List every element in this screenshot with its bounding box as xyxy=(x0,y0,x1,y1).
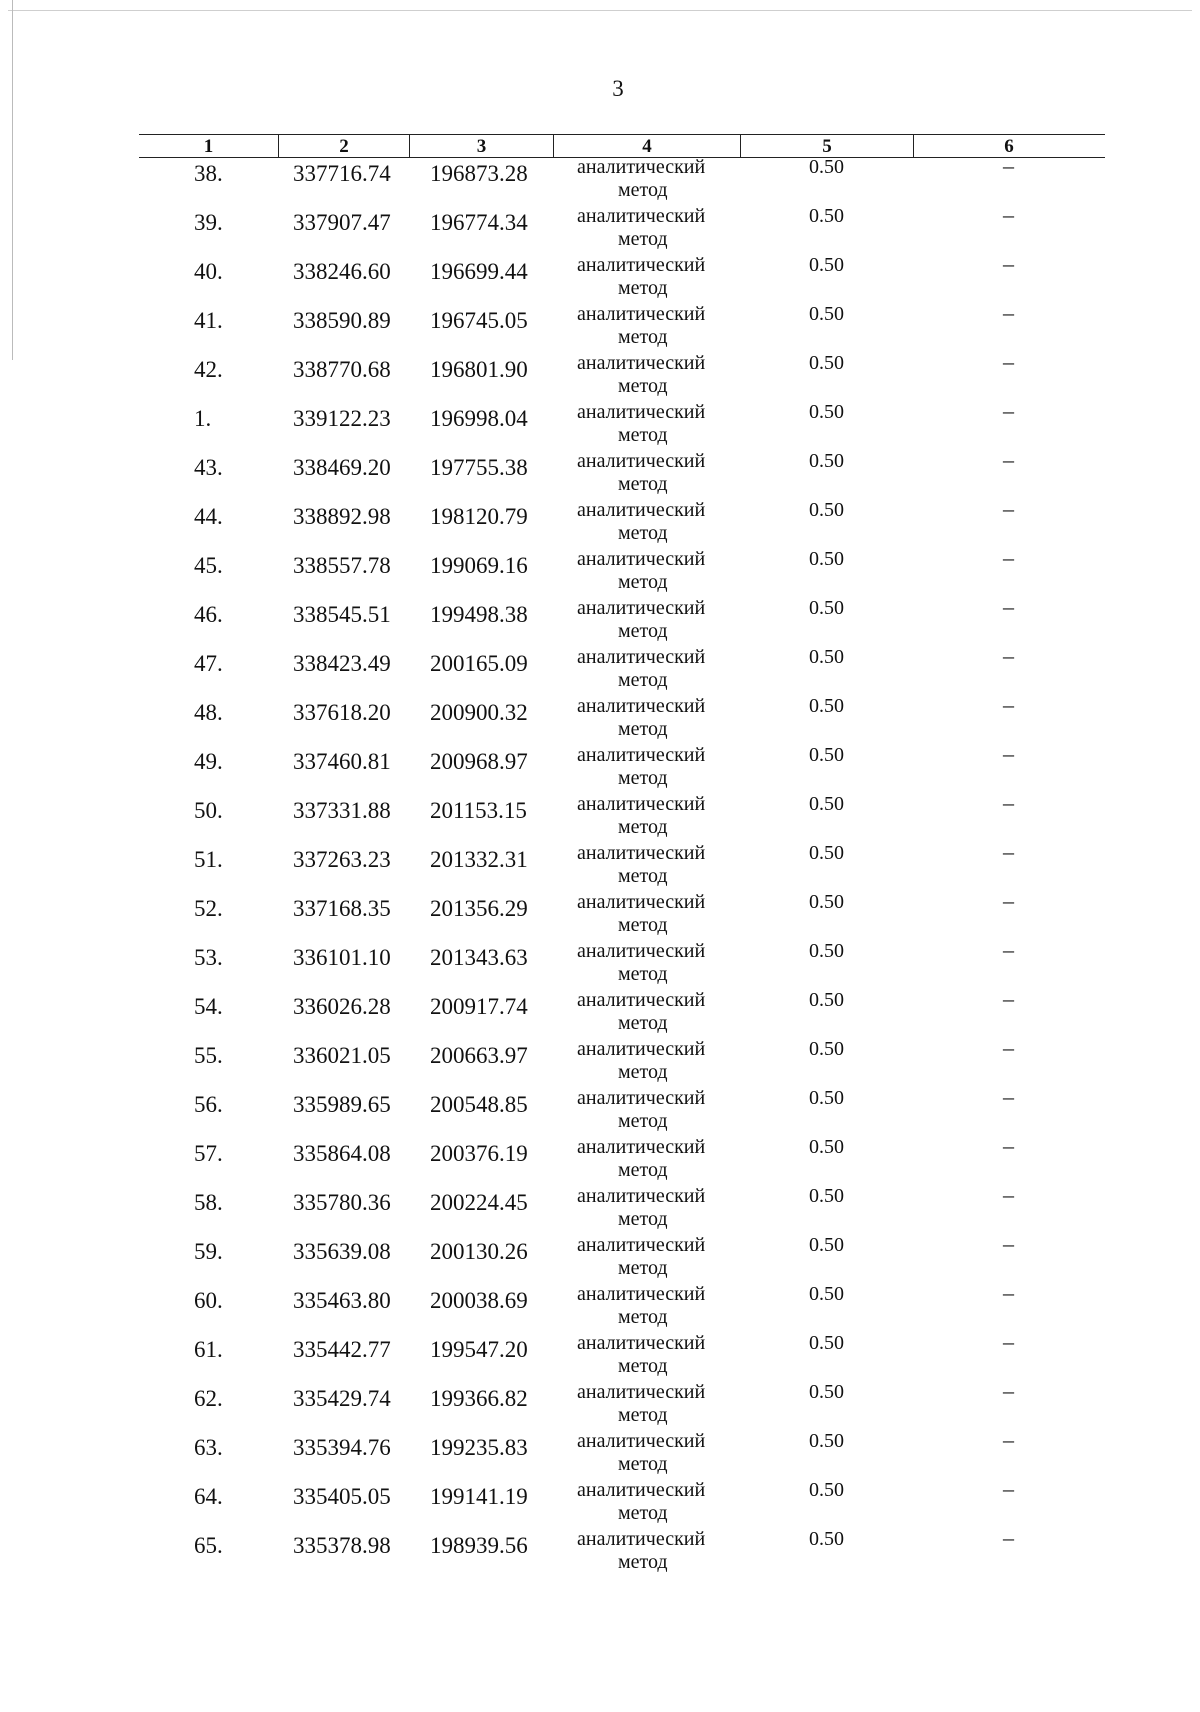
accuracy-value: 0.50 xyxy=(809,940,844,962)
x-coordinate: 337618.20 xyxy=(293,700,391,725)
column-header: 3 xyxy=(410,135,554,157)
x-coordinate: 338545.51 xyxy=(293,602,391,627)
note-value: – xyxy=(1003,1427,1014,1452)
method-label: метод xyxy=(618,1551,668,1573)
y-coordinate: 201153.15 xyxy=(430,798,527,823)
method-label: метод xyxy=(618,1208,668,1230)
point-number: 40. xyxy=(194,259,223,284)
sheet-edge-line xyxy=(12,0,13,360)
point-number: 58. xyxy=(194,1190,223,1215)
point-number: 61. xyxy=(194,1337,223,1362)
x-coordinate: 335394.76 xyxy=(293,1435,391,1460)
note-value: – xyxy=(1003,1280,1014,1305)
accuracy-value: 0.50 xyxy=(809,1038,844,1060)
table-row xyxy=(139,349,1105,404)
accuracy-value: 0.50 xyxy=(809,1283,844,1305)
note-value: – xyxy=(1003,888,1014,913)
note-value: – xyxy=(1003,202,1014,227)
method-label: метод xyxy=(618,277,668,299)
x-coordinate: 336101.10 xyxy=(293,945,391,970)
method-label: аналитический xyxy=(577,597,706,619)
accuracy-value: 0.50 xyxy=(809,842,844,864)
method-label: аналитический xyxy=(577,1332,706,1354)
note-value: – xyxy=(1003,1378,1014,1403)
method-label: метод xyxy=(618,718,668,740)
note-value: – xyxy=(1003,1084,1014,1109)
table-row xyxy=(139,1427,1105,1482)
x-coordinate: 335463.80 xyxy=(293,1288,391,1313)
point-number: 44. xyxy=(194,504,223,529)
method-label: аналитический xyxy=(577,303,706,325)
note-value: – xyxy=(1003,1182,1014,1207)
table-row xyxy=(139,398,1105,453)
point-number: 43. xyxy=(194,455,223,480)
note-value: – xyxy=(1003,1525,1014,1550)
y-coordinate: 196774.34 xyxy=(430,210,528,235)
accuracy-value: 0.50 xyxy=(809,891,844,913)
method-label: аналитический xyxy=(577,793,706,815)
table-row xyxy=(139,1378,1105,1433)
accuracy-value: 0.50 xyxy=(809,989,844,1011)
table-row xyxy=(139,251,1105,306)
table-row xyxy=(139,643,1105,698)
table-row xyxy=(139,496,1105,551)
point-number: 39. xyxy=(194,210,223,235)
x-coordinate: 337263.23 xyxy=(293,847,391,872)
note-value: – xyxy=(1003,986,1014,1011)
x-coordinate: 335429.74 xyxy=(293,1386,391,1411)
note-value: – xyxy=(1003,496,1014,521)
note-value: – xyxy=(1003,692,1014,717)
x-coordinate: 335780.36 xyxy=(293,1190,391,1215)
page-number: 3 xyxy=(612,76,624,101)
method-label: аналитический xyxy=(577,940,706,962)
table-row xyxy=(139,594,1105,649)
y-coordinate: 201332.31 xyxy=(430,847,528,872)
point-number: 64. xyxy=(194,1484,223,1509)
x-coordinate: 338590.89 xyxy=(293,308,391,333)
point-number: 48. xyxy=(194,700,223,725)
accuracy-value: 0.50 xyxy=(809,450,844,472)
y-coordinate: 199498.38 xyxy=(430,602,528,627)
accuracy-value: 0.50 xyxy=(809,793,844,815)
y-coordinate: 196801.90 xyxy=(430,357,528,382)
point-number: 54. xyxy=(194,994,223,1019)
note-value: – xyxy=(1003,545,1014,570)
x-coordinate: 335405.05 xyxy=(293,1484,391,1509)
method-label: аналитический xyxy=(577,205,706,227)
y-coordinate: 198939.56 xyxy=(430,1533,528,1558)
x-coordinate: 336021.05 xyxy=(293,1043,391,1068)
method-label: аналитический xyxy=(577,499,706,521)
method-label: аналитический xyxy=(577,1087,706,1109)
method-label: аналитический xyxy=(577,646,706,668)
accuracy-value: 0.50 xyxy=(809,1430,844,1452)
table-row xyxy=(139,545,1105,600)
y-coordinate: 196745.05 xyxy=(430,308,528,333)
method-label: метод xyxy=(618,228,668,250)
method-label: метод xyxy=(618,1306,668,1328)
table-row xyxy=(139,1476,1105,1531)
method-label: метод xyxy=(618,669,668,691)
table-row xyxy=(139,202,1105,257)
point-number: 59. xyxy=(194,1239,223,1264)
table-header xyxy=(139,134,1105,158)
x-coordinate: 336026.28 xyxy=(293,994,391,1019)
table-row xyxy=(139,1182,1105,1237)
method-label: метод xyxy=(618,375,668,397)
point-number: 65. xyxy=(194,1533,223,1558)
column-header: 4 xyxy=(554,135,741,157)
accuracy-value: 0.50 xyxy=(809,205,844,227)
table-row xyxy=(139,692,1105,747)
table-row xyxy=(139,888,1105,943)
method-label: метод xyxy=(618,620,668,642)
y-coordinate: 200548.85 xyxy=(430,1092,528,1117)
accuracy-value: 0.50 xyxy=(809,695,844,717)
note-value: – xyxy=(1003,839,1014,864)
method-label: метод xyxy=(618,816,668,838)
x-coordinate: 337168.35 xyxy=(293,896,391,921)
point-number: 47. xyxy=(194,651,223,676)
note-value: – xyxy=(1003,1231,1014,1256)
table-row xyxy=(139,447,1105,502)
point-number: 38. xyxy=(194,161,223,186)
method-label: аналитический xyxy=(577,1430,706,1452)
table-row xyxy=(139,1231,1105,1286)
method-label: аналитический xyxy=(577,1185,706,1207)
accuracy-value: 0.50 xyxy=(809,352,844,374)
table-row xyxy=(139,153,1105,208)
method-label: метод xyxy=(618,179,668,201)
y-coordinate: 200130.26 xyxy=(430,1239,528,1264)
y-coordinate: 199069.16 xyxy=(430,553,528,578)
method-label: метод xyxy=(618,424,668,446)
method-label: метод xyxy=(618,1502,668,1524)
method-label: метод xyxy=(618,326,668,348)
x-coordinate: 335378.98 xyxy=(293,1533,391,1558)
y-coordinate: 200224.45 xyxy=(430,1190,528,1215)
method-label: аналитический xyxy=(577,401,706,423)
point-number: 56. xyxy=(194,1092,223,1117)
accuracy-value: 0.50 xyxy=(809,1234,844,1256)
table-row xyxy=(139,839,1105,894)
x-coordinate: 335864.08 xyxy=(293,1141,391,1166)
accuracy-value: 0.50 xyxy=(809,1136,844,1158)
accuracy-value: 0.50 xyxy=(809,646,844,668)
point-number: 49. xyxy=(194,749,223,774)
note-value: – xyxy=(1003,153,1014,178)
method-label: метод xyxy=(618,914,668,936)
table-row xyxy=(139,1280,1105,1335)
x-coordinate: 338892.98 xyxy=(293,504,391,529)
point-number: 62. xyxy=(194,1386,223,1411)
note-value: – xyxy=(1003,937,1014,962)
accuracy-value: 0.50 xyxy=(809,1479,844,1501)
y-coordinate: 198120.79 xyxy=(430,504,528,529)
method-label: аналитический xyxy=(577,989,706,1011)
point-number: 57. xyxy=(194,1141,223,1166)
table-row xyxy=(139,1035,1105,1090)
x-coordinate: 339122.23 xyxy=(293,406,391,431)
accuracy-value: 0.50 xyxy=(809,401,844,423)
method-label: метод xyxy=(618,1404,668,1426)
method-label: метод xyxy=(618,1110,668,1132)
x-coordinate: 337460.81 xyxy=(293,749,391,774)
accuracy-value: 0.50 xyxy=(809,548,844,570)
point-number: 53. xyxy=(194,945,223,970)
accuracy-value: 0.50 xyxy=(809,156,844,178)
note-value: – xyxy=(1003,1329,1014,1354)
x-coordinate: 335442.77 xyxy=(293,1337,391,1362)
y-coordinate: 200038.69 xyxy=(430,1288,528,1313)
x-coordinate: 337331.88 xyxy=(293,798,391,823)
method-label: метод xyxy=(618,1453,668,1475)
method-label: аналитический xyxy=(577,1283,706,1305)
method-label: аналитический xyxy=(577,1528,706,1550)
accuracy-value: 0.50 xyxy=(809,1381,844,1403)
x-coordinate: 338557.78 xyxy=(293,553,391,578)
method-label: аналитический xyxy=(577,1479,706,1501)
table-row xyxy=(139,1525,1105,1580)
y-coordinate: 200968.97 xyxy=(430,749,528,774)
note-value: – xyxy=(1003,643,1014,668)
point-number: 1. xyxy=(194,406,212,431)
method-label: аналитический xyxy=(577,1038,706,1060)
method-label: аналитический xyxy=(577,352,706,374)
accuracy-value: 0.50 xyxy=(809,303,844,325)
column-header: 2 xyxy=(279,135,410,157)
point-number: 42. xyxy=(194,357,223,382)
column-header: 5 xyxy=(741,135,914,157)
coordinates-table xyxy=(139,153,1105,1580)
note-value: – xyxy=(1003,349,1014,374)
y-coordinate: 200900.32 xyxy=(430,700,528,725)
x-coordinate: 338469.20 xyxy=(293,455,391,480)
method-label: метод xyxy=(618,571,668,593)
note-value: – xyxy=(1003,1035,1014,1060)
method-label: аналитический xyxy=(577,156,706,178)
method-label: метод xyxy=(618,1012,668,1034)
x-coordinate: 335989.65 xyxy=(293,1092,391,1117)
method-label: аналитический xyxy=(577,1234,706,1256)
y-coordinate: 197755.38 xyxy=(430,455,528,480)
table-row xyxy=(139,1329,1105,1384)
point-number: 45. xyxy=(194,553,223,578)
accuracy-value: 0.50 xyxy=(809,1185,844,1207)
y-coordinate: 199235.83 xyxy=(430,1435,528,1460)
method-label: метод xyxy=(618,473,668,495)
y-coordinate: 200663.97 xyxy=(430,1043,528,1068)
table-row xyxy=(139,1133,1105,1188)
method-label: метод xyxy=(618,1061,668,1083)
table-row xyxy=(139,741,1105,796)
x-coordinate: 335639.08 xyxy=(293,1239,391,1264)
table-row xyxy=(139,937,1105,992)
accuracy-value: 0.50 xyxy=(809,254,844,276)
note-value: – xyxy=(1003,300,1014,325)
note-value: – xyxy=(1003,741,1014,766)
method-label: аналитический xyxy=(577,744,706,766)
y-coordinate: 196998.04 xyxy=(430,406,528,431)
y-coordinate: 196873.28 xyxy=(430,161,528,186)
y-coordinate: 201356.29 xyxy=(430,896,528,921)
y-coordinate: 199366.82 xyxy=(430,1386,528,1411)
accuracy-value: 0.50 xyxy=(809,499,844,521)
method-label: аналитический xyxy=(577,254,706,276)
method-label: метод xyxy=(618,522,668,544)
method-label: метод xyxy=(618,1355,668,1377)
y-coordinate: 199141.19 xyxy=(430,1484,528,1509)
column-header: 1 xyxy=(139,135,279,157)
sheet-edge-line xyxy=(8,10,1192,11)
x-coordinate: 337716.74 xyxy=(293,161,391,186)
point-number: 60. xyxy=(194,1288,223,1313)
y-coordinate: 200917.74 xyxy=(430,994,528,1019)
method-label: аналитический xyxy=(577,891,706,913)
note-value: – xyxy=(1003,447,1014,472)
accuracy-value: 0.50 xyxy=(809,1087,844,1109)
y-coordinate: 200376.19 xyxy=(430,1141,528,1166)
method-label: аналитический xyxy=(577,695,706,717)
table-row xyxy=(139,790,1105,845)
accuracy-value: 0.50 xyxy=(809,1332,844,1354)
table-row xyxy=(139,300,1105,355)
method-label: аналитический xyxy=(577,450,706,472)
note-value: – xyxy=(1003,790,1014,815)
y-coordinate: 200165.09 xyxy=(430,651,528,676)
accuracy-value: 0.50 xyxy=(809,597,844,619)
method-label: метод xyxy=(618,1159,668,1181)
table-row xyxy=(139,1084,1105,1139)
accuracy-value: 0.50 xyxy=(809,744,844,766)
method-label: метод xyxy=(618,767,668,789)
point-number: 55. xyxy=(194,1043,223,1068)
x-coordinate: 338770.68 xyxy=(293,357,391,382)
x-coordinate: 338246.60 xyxy=(293,259,391,284)
method-label: аналитический xyxy=(577,842,706,864)
column-header: 6 xyxy=(1004,136,1014,157)
method-label: аналитический xyxy=(577,1381,706,1403)
point-number: 63. xyxy=(194,1435,223,1460)
accuracy-value: 0.50 xyxy=(809,1528,844,1550)
point-number: 52. xyxy=(194,896,223,921)
y-coordinate: 201343.63 xyxy=(430,945,528,970)
note-value: – xyxy=(1003,1133,1014,1158)
point-number: 51. xyxy=(194,847,223,872)
method-label: метод xyxy=(618,865,668,887)
method-label: аналитический xyxy=(577,548,706,570)
method-label: аналитический xyxy=(577,1136,706,1158)
method-label: метод xyxy=(618,963,668,985)
note-value: – xyxy=(1003,251,1014,276)
table-row xyxy=(139,986,1105,1041)
x-coordinate: 338423.49 xyxy=(293,651,391,676)
point-number: 46. xyxy=(194,602,223,627)
x-coordinate: 337907.47 xyxy=(293,210,391,235)
y-coordinate: 199547.20 xyxy=(430,1337,528,1362)
y-coordinate: 196699.44 xyxy=(430,259,528,284)
note-value: – xyxy=(1003,594,1014,619)
point-number: 41. xyxy=(194,308,223,333)
point-number: 50. xyxy=(194,798,223,823)
method-label: метод xyxy=(618,1257,668,1279)
note-value: – xyxy=(1003,398,1014,423)
note-value: – xyxy=(1003,1476,1014,1501)
